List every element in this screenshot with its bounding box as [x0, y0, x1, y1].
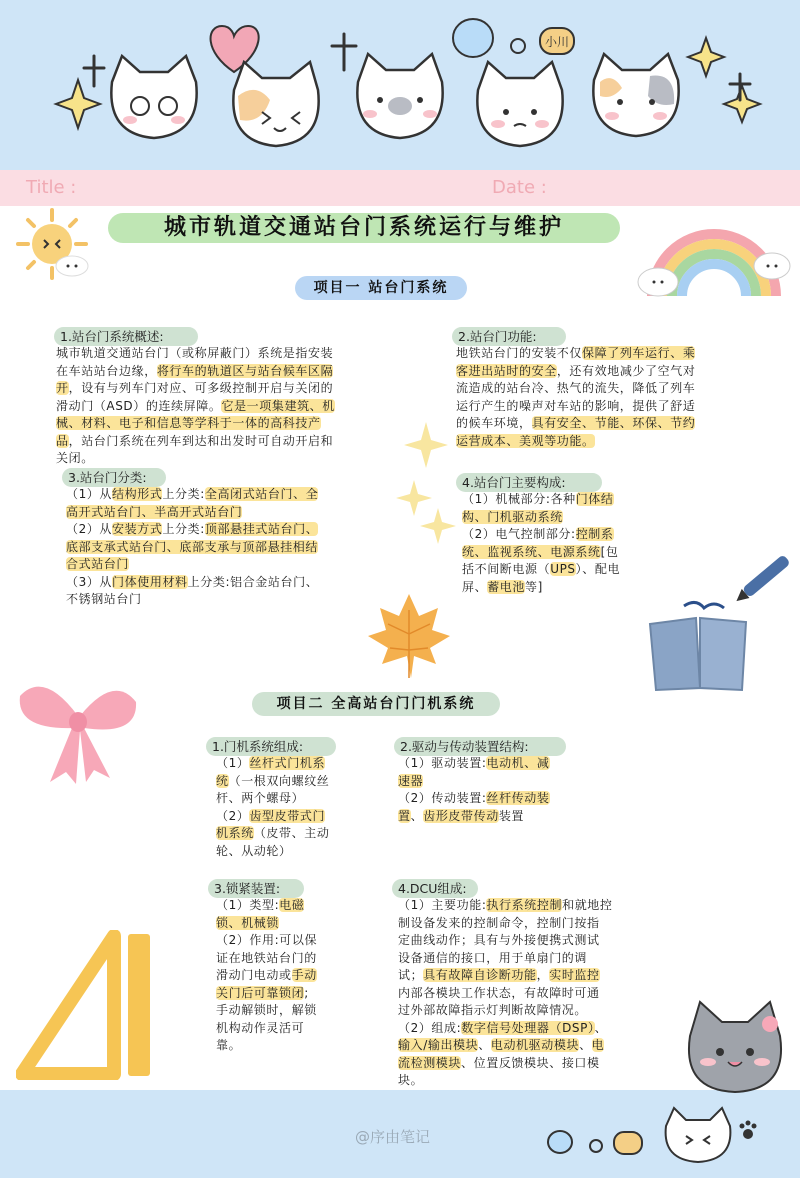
section-heading: 3.站台门分类:	[62, 468, 166, 487]
text-line	[216, 1002, 366, 1020]
text-line	[216, 1020, 366, 1038]
text-run: （3）从	[66, 574, 113, 589]
text-run: （2）作用:可以保	[216, 933, 318, 947]
cat-face-icon	[233, 62, 318, 146]
highlighted-text: 将行车的轨道区与站台候车区隔	[156, 363, 334, 378]
text-line	[462, 561, 668, 579]
highlighted-text: 客进出站时的安全	[456, 363, 557, 378]
text-run: 制设备发来的控制命令，控制门按指	[398, 915, 600, 930]
highlighted-text: UPS	[550, 562, 576, 576]
text-line	[456, 380, 786, 398]
section-body	[398, 897, 678, 1090]
title-label: Title :	[26, 177, 77, 198]
text-line	[216, 825, 366, 843]
section-body	[398, 755, 608, 825]
highlighted-text: 关门后可靠锁闭	[216, 985, 305, 1000]
text-line	[56, 450, 416, 468]
triangle-ruler-icon	[16, 930, 162, 1080]
text-run: ，还有效地减少了空气对	[556, 363, 696, 378]
highlighted-text: 统	[216, 773, 229, 788]
text-run: 运行产生的噪声对车站的影响，提供了舒适	[456, 398, 696, 413]
text-run: （2）从	[66, 522, 113, 536]
text-line	[398, 897, 678, 915]
section-body	[66, 486, 396, 609]
text-run: 定曲线动作；具有与外接便携式测试	[398, 933, 600, 947]
highlighted-text: 开	[56, 381, 69, 395]
text-run: 滑动门（ASD）的连续屏障。	[56, 398, 222, 413]
highlighted-text: 械、材料、电子和信息等学科于一体的高科技产	[56, 416, 321, 430]
cat-face-icon	[477, 62, 562, 146]
heart-icon	[211, 26, 259, 72]
highlighted-text: 置	[398, 808, 411, 823]
text-line	[456, 363, 786, 381]
text-run: [包	[600, 544, 619, 559]
highlighted-text: 保障了列车运行、乘	[582, 346, 696, 360]
text-line	[398, 755, 608, 773]
text-run: 、	[410, 808, 424, 823]
text-line	[216, 950, 366, 968]
text-run: （2）	[216, 808, 250, 823]
text-run: ，设有与列车门对应、可多级控制开启与关闭的	[68, 381, 334, 395]
text-line	[216, 915, 366, 933]
sparkle-cluster-icon	[394, 418, 458, 568]
text-run: 、	[594, 1020, 608, 1035]
highlighted-text: 控制系	[575, 527, 614, 541]
section-body	[456, 345, 786, 450]
paw-icon	[740, 1121, 757, 1140]
text-run: 轮、从动轮）	[216, 843, 292, 858]
text-line	[216, 755, 366, 773]
text-run: （2）组成:	[398, 1020, 462, 1035]
text-line	[66, 574, 396, 592]
highlighted-text: 品	[56, 433, 69, 448]
cat-face-icon	[111, 56, 196, 138]
highlighted-text: 它是一项集建筑、机	[221, 398, 335, 413]
footer-decorations	[540, 1100, 800, 1170]
highlighted-text: 具有故障自诊断功能	[423, 968, 537, 982]
text-run: 机构动作灵活可	[216, 1020, 305, 1035]
date-label: Date :	[492, 177, 547, 198]
text-run: ，	[536, 968, 550, 982]
text-run: ;	[304, 985, 309, 1000]
section-body	[56, 345, 416, 468]
project-two-heading: 项目二 全高站台门门机系统	[252, 692, 500, 716]
highlighted-text: 门体使用材料	[112, 574, 188, 589]
text-run: 、	[579, 1038, 592, 1052]
text-run: 靠。	[216, 1038, 242, 1052]
highlighted-text: 具有安全、节能、环保、节约	[531, 416, 696, 430]
text-line	[398, 915, 678, 933]
highlighted-text: 数字信号处理器（DSP）	[461, 1020, 595, 1035]
bubble-icon	[453, 19, 493, 57]
text-line	[398, 950, 678, 968]
text-line	[66, 521, 396, 539]
section-heading: 4.站台门主要构成:	[456, 473, 602, 492]
text-run: 屏、	[462, 579, 488, 594]
text-run: 等]	[525, 579, 543, 594]
watermark: @序由笔记	[355, 1128, 431, 1146]
section-body	[216, 755, 366, 860]
text-run: 试；	[398, 968, 424, 982]
text-line	[66, 556, 396, 574]
text-run: 的候车环境，	[456, 416, 532, 430]
cat-face-icon	[357, 54, 442, 138]
bubble-icon	[511, 39, 525, 53]
highlighted-text: 齿型皮带式门	[249, 808, 326, 823]
text-run: 过外部故障指示灯判断故障情况。	[398, 1003, 588, 1017]
highlighted-text: 机系统	[216, 826, 254, 840]
highlighted-text: 丝杆传动装	[486, 791, 550, 805]
text-line	[398, 932, 678, 950]
text-run: （一根双向螺纹丝	[228, 773, 330, 788]
section-body	[216, 897, 366, 1055]
text-run: 设备通信的接口，用于单扇门的调	[398, 950, 588, 965]
highlighted-text: 统、监视系统、电源系统	[462, 544, 601, 559]
cat-face-icon	[593, 54, 678, 136]
header-decorations	[0, 0, 800, 170]
text-line	[216, 843, 366, 861]
highlighted-text: 执行系统控制	[486, 898, 563, 912]
text-line	[216, 773, 366, 791]
text-run: 证在地铁站台门的	[216, 950, 317, 965]
highlighted-text: 构、门机驱动系统	[462, 509, 563, 524]
text-line	[66, 539, 396, 557]
text-line	[66, 504, 396, 522]
text-line	[216, 897, 366, 915]
text-line	[216, 790, 366, 808]
text-run: 、	[478, 1038, 491, 1052]
text-run: （1）机械部分:各种	[462, 492, 576, 506]
text-run: （2）传动装置:	[398, 791, 487, 805]
highlighted-text: 电	[591, 1038, 605, 1052]
bow-icon	[14, 666, 144, 786]
section-heading: 1.门机系统组成:	[206, 737, 336, 756]
text-line	[456, 415, 786, 433]
rainbow-icon	[632, 206, 792, 306]
bubble-icon	[548, 1131, 572, 1153]
highlighted-text: 蓄电池	[487, 579, 526, 594]
book-pen-icon	[644, 548, 794, 694]
text-run: 内部各模块工作状态，有故障时可通	[398, 985, 600, 1000]
text-run: 和就地控	[562, 898, 613, 912]
section-heading: 1.站台门系统概述:	[54, 327, 198, 346]
highlighted-text: 高开式站台门、半高开式站台门	[66, 504, 243, 519]
text-line	[66, 486, 396, 504]
text-run: 括不间断电源（	[462, 562, 551, 576]
text-line	[216, 1037, 366, 1055]
text-run: 城市轨道交通站台门（或称屏蔽门）系统是指安装	[56, 346, 334, 360]
text-line	[456, 398, 786, 416]
text-run: （1）	[216, 756, 250, 770]
text-run: ，站台门系统在列车到达和出发时可自动开启和	[68, 433, 334, 448]
text-run: 手动解锁时，解锁	[216, 1003, 317, 1017]
highlighted-text: 全高闭式站台门、全	[204, 487, 319, 501]
text-run: 上分类:	[162, 522, 205, 536]
text-line	[398, 808, 608, 826]
highlighted-text: 运营成本、美观等功能。	[456, 433, 595, 448]
grey-cat-icon	[680, 996, 790, 1096]
text-line	[462, 526, 668, 544]
text-line	[462, 509, 668, 527]
text-line	[398, 790, 608, 808]
highlighted-text: 丝杆式门机系	[249, 756, 326, 770]
page-title: 城市轨道交通站台门系统运行与维护	[108, 213, 620, 243]
highlighted-text: 电动机、减	[486, 756, 550, 770]
highlighted-text: 门体结	[575, 492, 614, 506]
highlighted-text: 流检测模块	[398, 1055, 462, 1070]
text-line	[56, 433, 416, 451]
badge-icon	[614, 1132, 642, 1154]
text-run: （1）主要功能:	[398, 898, 487, 912]
section-heading: 4.DCU组成:	[392, 879, 478, 898]
text-line	[456, 345, 786, 363]
text-run: 流造成的站台冷、热气的流失，降低了列车	[456, 381, 696, 395]
text-run: 上分类:铝合金站台门、	[187, 574, 319, 589]
highlighted-text: 锁、机械锁	[216, 915, 280, 930]
svg-text:小川: 小川	[544, 35, 570, 49]
text-run: 上分类:	[162, 487, 205, 501]
highlighted-text: 合式站台门	[66, 557, 130, 571]
highlighted-text: 安装方式	[112, 522, 163, 536]
highlighted-text: 齿形皮带传动	[423, 808, 499, 823]
section-heading: 2.站台门功能:	[452, 327, 566, 346]
highlighted-text: 实时监控	[549, 968, 600, 982]
text-run: 不锈钢站台门	[66, 592, 142, 606]
text-line	[66, 591, 396, 609]
text-run: （皮带、主动	[253, 826, 330, 840]
highlighted-text: 结构形式	[112, 487, 163, 501]
text-run: （1）从	[66, 487, 113, 501]
text-line	[456, 433, 786, 451]
bubble-icon	[590, 1140, 602, 1152]
title-date-bar	[0, 170, 800, 206]
text-line	[398, 773, 608, 791]
text-run: （1）驱动装置:	[398, 756, 487, 770]
text-line	[398, 985, 678, 1003]
cat-face-icon	[666, 1108, 731, 1162]
text-run: 地铁站台门的安装不仅	[456, 346, 583, 360]
text-line	[398, 1020, 678, 1038]
section-heading: 2.驱动与传动装置结构:	[394, 737, 566, 756]
text-line	[56, 380, 416, 398]
highlighted-text: 电磁	[279, 898, 305, 912]
text-run: 杆、两个螺母）	[216, 791, 305, 805]
sun-icon	[14, 206, 94, 286]
text-line	[462, 579, 668, 597]
highlighted-text: 顶部悬挂式站台门、	[204, 522, 319, 536]
highlighted-text: 速器	[398, 773, 424, 788]
text-line	[398, 1002, 678, 1020]
text-line	[216, 985, 366, 1003]
highlighted-text: 底部支承式站台门、底部支承与顶部悬挂相结	[66, 539, 319, 554]
text-run: ）、配电	[575, 562, 621, 576]
highlighted-text: 输入/输出模块	[398, 1038, 479, 1052]
section-heading: 3.锁紧装置:	[208, 879, 304, 898]
text-line	[216, 967, 366, 985]
section-body	[462, 491, 668, 596]
text-line	[56, 415, 416, 433]
highlighted-text: 手动	[291, 968, 317, 982]
text-run: 关闭。	[56, 451, 94, 465]
text-run: 在车站站台边缘，	[56, 363, 157, 378]
text-line	[216, 932, 366, 950]
text-run: 块。	[398, 1073, 424, 1087]
text-line	[398, 1055, 678, 1073]
text-run: 、位置反馈模块、接口模	[461, 1055, 600, 1070]
text-line	[398, 967, 678, 985]
text-line	[56, 363, 416, 381]
text-line	[56, 398, 416, 416]
text-run: （1）类型:	[216, 898, 280, 912]
text-line	[398, 1072, 678, 1090]
text-line	[216, 808, 366, 826]
project-one-heading: 项目一 站台门系统	[295, 276, 467, 300]
text-run: 装置	[498, 808, 525, 823]
highlighted-text: 电动机驱动模块	[490, 1038, 580, 1052]
text-line	[398, 1037, 678, 1055]
text-line	[462, 491, 668, 509]
text-line	[462, 544, 668, 562]
text-line	[56, 345, 416, 363]
text-run: （2）电气控制部分:	[462, 527, 576, 541]
text-run: 滑动门电动或	[216, 968, 292, 982]
maple-leaf-icon	[364, 590, 454, 682]
